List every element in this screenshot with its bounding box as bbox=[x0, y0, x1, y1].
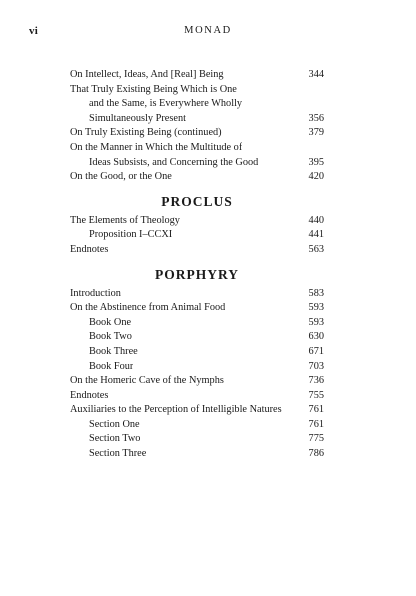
toc-entry-label: Section Two bbox=[89, 433, 141, 445]
toc-entry[interactable] bbox=[70, 301, 324, 316]
toc-entry-label: Endnotes bbox=[70, 389, 109, 401]
toc-entry-label: Book Three bbox=[89, 345, 138, 357]
toc-entry-page: 593 bbox=[308, 302, 324, 314]
toc-entry[interactable] bbox=[70, 374, 324, 389]
toc-entry[interactable] bbox=[70, 228, 324, 243]
toc-entry-page: 755 bbox=[308, 389, 324, 401]
toc-entry-page: 395 bbox=[308, 156, 324, 168]
toc-entry[interactable] bbox=[70, 214, 324, 229]
toc-entry-page: 786 bbox=[308, 448, 324, 460]
toc-entry-page: 703 bbox=[308, 360, 324, 372]
toc-entry-label: Endnotes bbox=[70, 243, 109, 255]
toc-entry-label: Simultaneously Present bbox=[89, 112, 186, 124]
toc-entry-label: Auxiliaries to the Perception of Intelligible Natures bbox=[70, 404, 282, 416]
section-heading-proclus: PROCLUS bbox=[161, 193, 233, 209]
toc-entry[interactable] bbox=[70, 170, 324, 185]
section-heading-porphyry: PORPHYRY bbox=[154, 266, 240, 282]
toc-entry[interactable] bbox=[70, 432, 324, 447]
toc-entry-label: Book One bbox=[89, 316, 132, 328]
toc-entry[interactable] bbox=[70, 360, 324, 375]
toc-entry-page: 630 bbox=[308, 331, 324, 343]
toc-entry[interactable] bbox=[70, 97, 324, 112]
toc-entry-page: 563 bbox=[308, 243, 324, 255]
toc-entry-label: On Intellect, Ideas, And [Real] Being bbox=[70, 69, 224, 80]
toc-entry-page: 583 bbox=[308, 287, 324, 299]
toc-entry-label: and the Same, is Everywhere Wholly bbox=[89, 98, 243, 110]
toc-entry-page: 761 bbox=[308, 404, 324, 416]
toc-entry-page: 593 bbox=[308, 316, 324, 328]
toc-entry-label: That Truly Existing Being Which is One bbox=[70, 83, 237, 95]
toc-entry[interactable] bbox=[70, 287, 324, 302]
toc-entry-label: Proposition I–CCXI bbox=[89, 229, 173, 241]
toc-entry-page: 671 bbox=[308, 345, 324, 357]
table-of-contents bbox=[70, 68, 324, 462]
toc-entry-label: Section One bbox=[89, 418, 140, 430]
toc-entry-label: On the Manner in Which the Multitude of bbox=[70, 141, 243, 153]
toc-entry-label: Introduction bbox=[70, 287, 121, 299]
toc-entry[interactable] bbox=[70, 83, 324, 98]
toc-entry-page: 775 bbox=[308, 433, 324, 445]
toc-entry[interactable] bbox=[70, 330, 324, 345]
toc-entry-page: 420 bbox=[308, 171, 324, 183]
toc-entry-page: 736 bbox=[308, 375, 324, 387]
toc-entry[interactable] bbox=[70, 316, 324, 331]
toc-entry-label: Book Two bbox=[89, 331, 132, 343]
toc-entry-page: 379 bbox=[308, 127, 324, 139]
toc-entry[interactable] bbox=[70, 243, 324, 258]
toc-entry-label: On the Abstinence from Animal Food bbox=[70, 302, 226, 314]
toc-entry[interactable] bbox=[70, 156, 324, 171]
toc-entry-page: 344 bbox=[308, 69, 324, 80]
toc-entry-label: The Elements of Theology bbox=[70, 214, 180, 226]
toc-entry[interactable] bbox=[70, 126, 324, 141]
toc-entry[interactable] bbox=[70, 345, 324, 360]
toc-entry[interactable] bbox=[70, 141, 324, 156]
toc-entry-page: 356 bbox=[308, 112, 324, 124]
running-head: MONAD bbox=[184, 25, 232, 36]
toc-entry[interactable] bbox=[70, 112, 324, 127]
toc-entry-page: 441 bbox=[308, 229, 324, 241]
toc-entry-label: Section Three bbox=[89, 448, 147, 460]
toc-entry-label: On the Homeric Cave of the Nymphs bbox=[70, 375, 224, 387]
toc-entry-label: Ideas Subsists, and Concerning the Good bbox=[89, 156, 259, 168]
toc-entry[interactable] bbox=[70, 68, 324, 83]
toc-entry-label: Book Four bbox=[89, 360, 134, 372]
page-number: vi bbox=[29, 25, 39, 37]
toc-entry-label: On the Good, or the One bbox=[70, 171, 172, 183]
toc-entry[interactable] bbox=[70, 418, 324, 433]
toc-entry[interactable] bbox=[70, 447, 324, 462]
toc-entry[interactable] bbox=[70, 403, 324, 418]
toc-entry-page: 761 bbox=[308, 418, 324, 430]
toc-entry-page: 440 bbox=[308, 214, 324, 226]
toc-entry-label: On Truly Existing Being (continued) bbox=[70, 127, 222, 139]
toc-entry[interactable] bbox=[70, 389, 324, 404]
